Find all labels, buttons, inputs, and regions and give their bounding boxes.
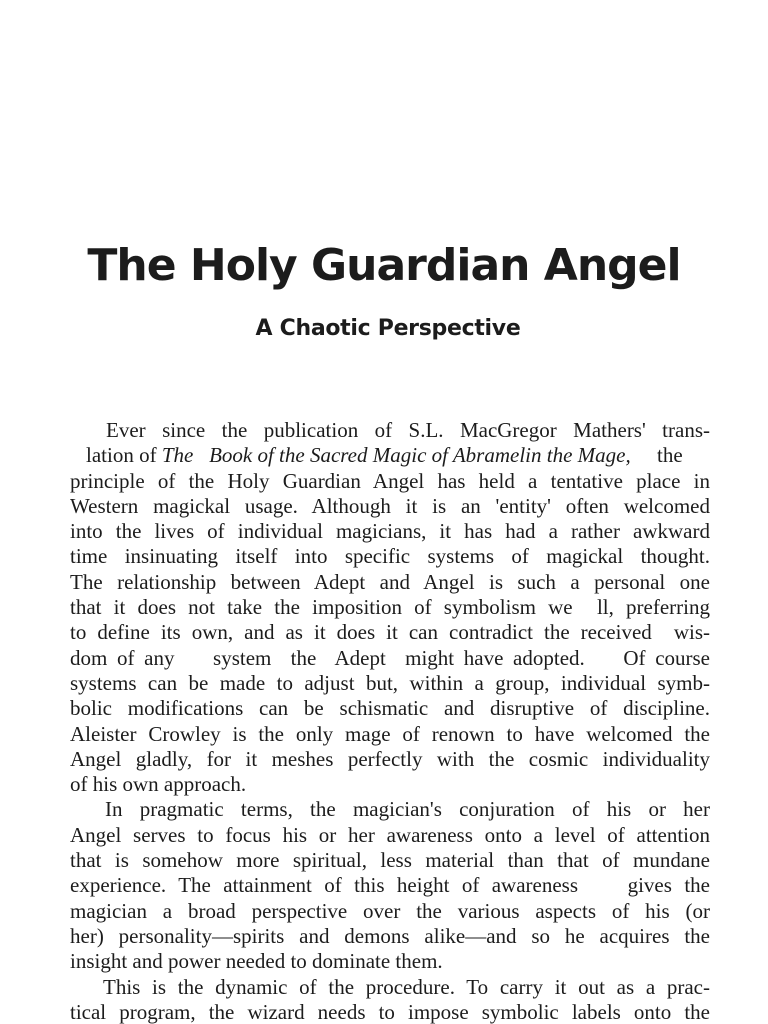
text-line: Angel gladly, for it meshes perfectly with the cosmic individuality: [70, 746, 710, 771]
text-line: to define its own, and as it does it can contradict the received wis-: [70, 620, 710, 645]
text-line: bolic modifications can be schismatic and disruptive of discipline.: [70, 696, 710, 721]
text-line: Aleister Crowley is the only mage of renown to have welcomed the: [70, 721, 710, 746]
text-line: [70, 443, 710, 468]
text-fragment: the: [656, 443, 683, 468]
text-line: of his own approach.: [70, 772, 247, 797]
text-line: time insinuating itself into specific systems of magickal thought.: [70, 544, 710, 569]
text-line: that it does not take the imposition of symbolism we ll, preferring: [70, 595, 710, 620]
page-subtitle: A Chaotic Perspective: [255, 316, 521, 341]
text-line: dom of any system the Adept might have adopted. Of course: [70, 645, 710, 670]
text-line: her) personality—spirits and demons alike—and so he acquires the: [70, 923, 710, 948]
text-line: Ever since the publication of S.L. MacGregor Mathers' trans-: [106, 418, 710, 442]
text-line: Angel serves to focus his or her awareness onto a level of attention: [70, 822, 710, 847]
body-text: [70, 418, 710, 1024]
book-title-italic: The Book of the Sacred Magic of Abramelin the Mage,: [161, 443, 631, 468]
text-line: principle of the Holy Guardian Angel has held a tentative place in: [70, 468, 710, 493]
text-line: experience. The attainment of this height of awareness gives the: [70, 873, 710, 898]
text-line: magician a broad perspective over the various aspects of his (or: [70, 898, 710, 923]
text-line: systems can be made to adjust but, within a group, individual symb-: [70, 670, 710, 695]
text-line: In pragmatic terms, the magician's conjuration of his or her: [105, 797, 710, 822]
text-line: This is the dynamic of the procedure. To carry it out as a prac-: [103, 974, 710, 999]
text-line: Western magickal usage. Although it is an 'entity' often welcomed: [70, 493, 710, 518]
text-fragment: lation of: [86, 443, 157, 468]
text-line: tical program, the wizard needs to impose symbolic labels onto the: [70, 999, 710, 1024]
text-line: that is somehow more spiritual, less material than that of mundane: [70, 848, 710, 873]
text-line: The relationship between Adept and Angel is such a personal one: [70, 569, 710, 594]
text-line: insight and power needed to dominate them.: [70, 949, 443, 974]
text-line: into the lives of individual magicians, it has had a rather awkward: [70, 519, 710, 544]
page-title: The Holy Guardian Angel: [87, 240, 681, 291]
